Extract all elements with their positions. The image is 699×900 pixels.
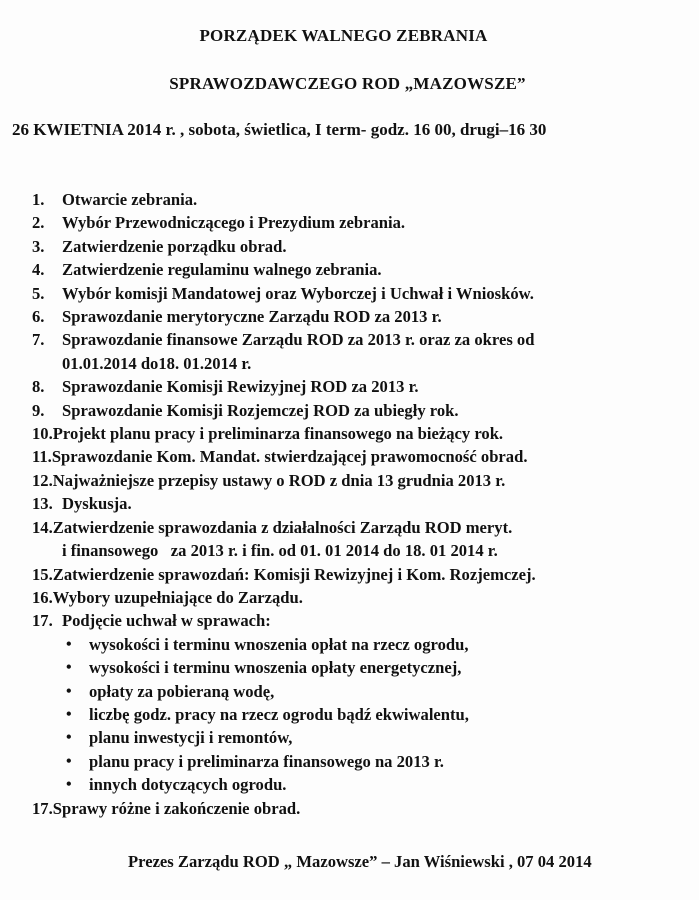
agenda-item-number: 15. <box>32 564 53 584</box>
bullet-icon: • <box>66 682 72 700</box>
agenda-item-number: 12. <box>32 470 53 490</box>
agenda-item-text: Zatwierdzenie porządku obrad. <box>62 236 287 256</box>
agenda-item <box>32 399 692 422</box>
agenda-item-text: Projekt planu pracy i preliminarza finansowego na bieżący rok. <box>52 424 504 444</box>
agenda-item <box>32 375 692 398</box>
agenda-item-number: 5. <box>32 283 45 303</box>
agenda-item-number: 9. <box>32 400 45 420</box>
agenda-item-number: 8. <box>32 377 45 397</box>
bullet-icon: • <box>66 705 72 723</box>
agenda-item-text: Najważniejsze przepisy ustawy o ROD z dnia 13 grudnia 2013 r. <box>52 470 506 490</box>
agenda-item-number: 10. <box>32 424 53 444</box>
agenda-item <box>32 328 692 351</box>
agenda-item <box>32 282 692 305</box>
agenda-item-text: Zatwierdzenie regulaminu walnego zebrania. <box>62 260 382 280</box>
agenda-item <box>32 586 692 609</box>
agenda-item-text: Wybór komisji Mandatowej oraz Wyborczej i Uchwał i Wniosków. <box>62 283 534 303</box>
agenda-item-text: Otwarcie zebrania. <box>62 190 198 209</box>
agenda-item <box>32 445 692 468</box>
agenda-item-number: 3. <box>32 236 45 256</box>
bullet-icon: • <box>66 752 72 770</box>
agenda-item-number: 16. <box>32 587 53 607</box>
agenda-item-number: 2. <box>32 213 45 233</box>
agenda-item-text: Dyskusja. <box>62 494 132 514</box>
agenda-item-continuation: i finansowego za 2013 r. i fin. od 01. 01 2014 do 18. 01 2014 r. <box>62 541 498 561</box>
bullet-icon: • <box>66 776 72 794</box>
agenda-item-number: 13. <box>32 494 53 514</box>
document-title-line-2: SPRAWOZDAWCZEGO ROD „MAZOWSZE” <box>169 74 526 93</box>
agenda-subitem-text: liczbę godz. pracy na rzecz ogrodu bądź ekwiwalentu, <box>89 704 469 724</box>
agenda-item-text: Sprawozdanie merytoryczne Zarządu ROD za 2013 r. <box>62 307 442 327</box>
agenda-item <box>32 469 692 492</box>
agenda-item <box>32 422 692 445</box>
agenda-item <box>32 305 692 328</box>
agenda-item-number: 11. <box>32 447 52 467</box>
agenda-item-number: 1. <box>32 190 45 209</box>
bullet-icon: • <box>66 635 72 653</box>
agenda-item <box>32 258 692 281</box>
agenda-subitem <box>32 680 692 703</box>
document-title-line-1: PORZĄDEK WALNEGO ZEBRANIA <box>199 26 488 45</box>
agenda-item-text: Sprawozdanie Komisji Rewizyjnej ROD za 2013 r. <box>62 377 419 397</box>
signature-line: Prezes Zarządu ROD „ Mazowsze” – Jan Wiśniewski , 07 04 2014 <box>128 852 592 871</box>
agenda-subitem <box>32 633 692 656</box>
agenda-item-number: 4. <box>32 260 45 280</box>
agenda-subitem-text: planu inwestycji i remontów, <box>89 728 293 748</box>
bullet-icon: • <box>66 729 72 747</box>
agenda-item <box>32 235 692 258</box>
agenda-item-text: Sprawozdanie finansowe Zarządu ROD za 2013 r. oraz za okres od <box>62 330 535 350</box>
agenda-subitem <box>32 773 692 796</box>
agenda-item <box>32 516 692 539</box>
agenda-subitem-list <box>32 633 692 797</box>
agenda-item-text: Zatwierdzenie sprawozdania z działalności Zarządu ROD meryt. <box>52 517 513 537</box>
agenda-item <box>32 797 692 820</box>
agenda-list <box>32 188 692 820</box>
agenda-item-continuation: 01.01.2014 do18. 01.2014 r. <box>62 353 252 373</box>
agenda-item-text: Zatwierdzenie sprawozdań: Komisji Rewizyjnej i Kom. Rozjemczej. <box>52 564 536 584</box>
agenda-subitem <box>32 726 692 749</box>
agenda-item <box>32 188 692 211</box>
agenda-item-number: 17. <box>32 611 53 631</box>
agenda-subitem-text: wysokości i terminu wnoszenia opłat na rzecz ogrodu, <box>89 634 469 654</box>
agenda-subitem <box>32 656 692 679</box>
agenda-item-text: Podjęcie uchwał w sprawach: <box>62 611 271 631</box>
agenda-subitem-text: innych dotyczących ogrodu. <box>89 775 287 795</box>
agenda-item-text: Sprawozdanie Komisji Rozjemczej ROD za ubiegły rok. <box>62 400 459 420</box>
agenda-item-number: 14. <box>32 517 53 537</box>
agenda-item <box>32 609 692 632</box>
agenda-subitem-text: planu pracy i preliminarza finansowego na 2013 r. <box>89 751 444 771</box>
agenda-item <box>32 563 692 586</box>
agenda-item <box>32 211 692 234</box>
agenda-item-text: Wybory uzupełniające do Zarządu. <box>52 587 303 607</box>
agenda-item-number: 17. <box>32 798 53 818</box>
agenda-subitem <box>32 703 692 726</box>
agenda-subitem-text: opłaty za pobieraną wodę, <box>89 681 275 701</box>
agenda-item-text: Sprawozdanie Kom. Mandat. stwierdzającej prawomocność obrad. <box>51 447 528 467</box>
agenda-subitem-text: wysokości i terminu wnoszenia opłaty energetycznej, <box>89 658 462 678</box>
agenda-item-text: Wybór Przewodniczącego i Prezydium zebrania. <box>62 213 406 233</box>
agenda-item-number: 6. <box>32 307 45 327</box>
agenda-item-number: 7. <box>32 330 45 350</box>
agenda-item-text: Sprawy różne i zakończenie obrad. <box>52 798 301 818</box>
agenda-item <box>32 492 692 515</box>
bullet-icon: • <box>66 659 72 677</box>
agenda-subitem <box>32 750 692 773</box>
meeting-date-line: 26 KWIETNIA 2014 r. , sobota, świetlica, I term- godz. 16 00, drugi–16 30 <box>12 120 547 139</box>
